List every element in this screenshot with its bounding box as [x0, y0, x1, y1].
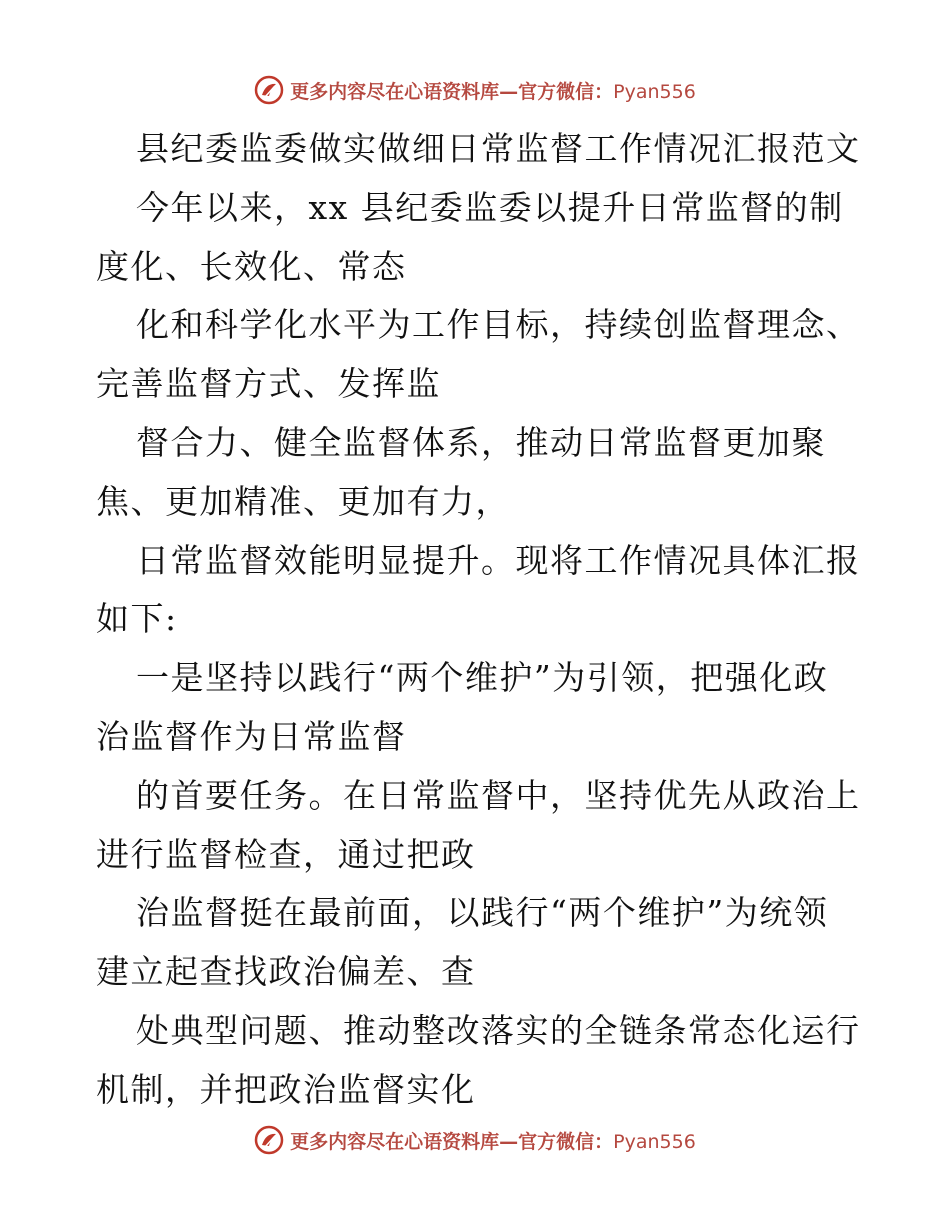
- paragraph-line: 焦、更加精准、更加有力，: [96, 481, 510, 521]
- footer-wechat-id: Pyan556: [613, 1130, 696, 1153]
- paragraph-line: 一是坚持以践行“两个维护”为引领，把强化政: [136, 658, 829, 698]
- footer-banner: [0, 1122, 950, 1158]
- document-title: 县纪委监委做实做细日常监督工作情况汇报范文: [136, 129, 861, 168]
- paragraph-line: 日常监督效能明显提升。现将工作情况具体汇报: [136, 540, 861, 580]
- paragraph-line: 治监督挺在最前面，以践行“两个维护”为统领: [136, 893, 829, 933]
- paragraph-line: 完善监督方式、发挥监: [96, 364, 441, 404]
- paragraph-line: 机制，并把政治监督实化: [96, 1069, 476, 1109]
- header-banner: [0, 72, 950, 108]
- paragraph-line: 建立起查找政治偏差、查: [96, 952, 476, 992]
- red-seal-logo-icon: [254, 1125, 284, 1155]
- paragraph-line: 今年以来，xx 县纪委监委以提升日常监督的制: [136, 187, 844, 227]
- paragraph-line: 的首要任务。在日常监督中，坚持优先从政治上: [136, 775, 861, 815]
- red-seal-logo-icon: [254, 75, 284, 105]
- paragraph-line: 督合力、健全监督体系，推动日常监督更加聚: [136, 422, 826, 462]
- header-wechat-id: Pyan556: [613, 80, 696, 103]
- footer-banner-text: 更多内容尽在心语资料库—官方微信：Pyan556: [290, 1130, 696, 1153]
- document-body: [96, 120, 861, 1120]
- paragraph-line: 治监督作为日常监督: [96, 716, 407, 756]
- header-banner-text: 更多内容尽在心语资料库—官方微信：Pyan556: [290, 80, 696, 103]
- paragraph-line: 处典型问题、推动整改落实的全链条常态化运行: [136, 1010, 861, 1050]
- paragraph-line: 化和科学化水平为工作目标，持续创监督理念、: [136, 305, 861, 345]
- paragraph-line: 如下:: [96, 599, 178, 639]
- paragraph-line: 进行监督检查，通过把政: [96, 834, 476, 874]
- paragraph-line: 度化、长效化、常态: [96, 246, 407, 286]
